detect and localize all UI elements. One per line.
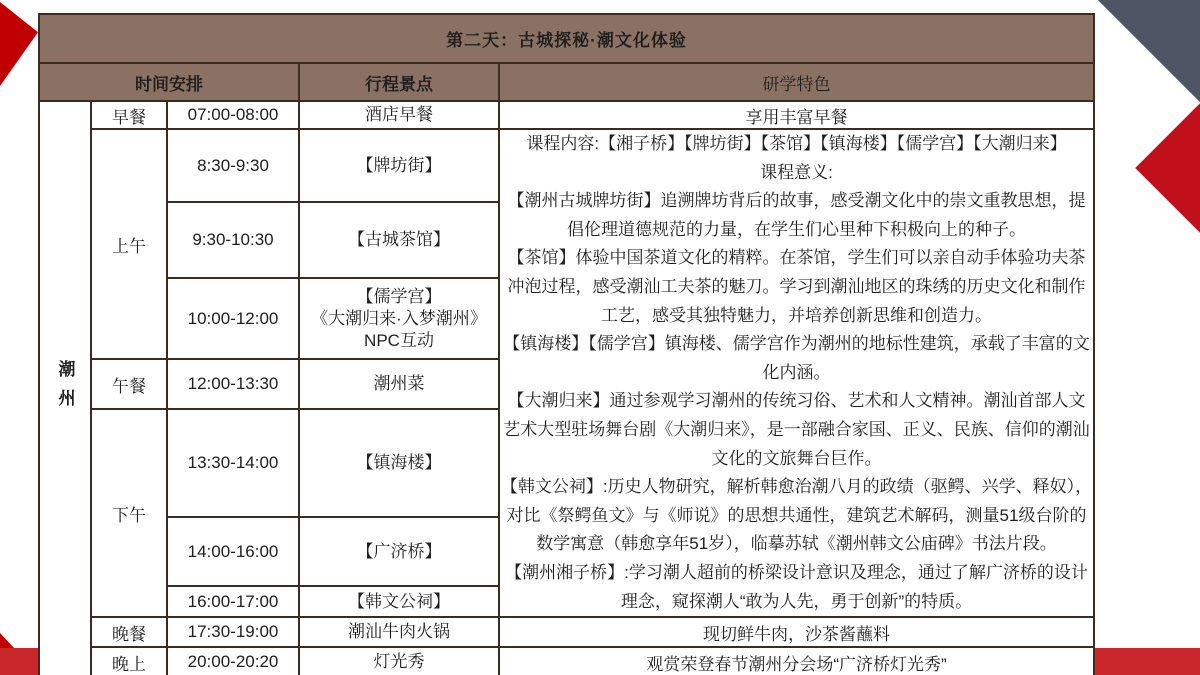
- red-wedge-decoration: [0, 633, 14, 648]
- study-paragraph: 【镇海楼】【儒学宫】镇海楼、儒学宫作为潮州的地标性建筑，承载了丰富的文化内涵。: [503, 334, 1090, 382]
- attraction-zhenhai-tower: 【镇海楼】: [299, 409, 499, 517]
- time-guangji-bridge: 14:00-16:00: [167, 517, 299, 586]
- gray-diamond-decoration: [1090, 0, 1200, 122]
- region-label: 潮州: [39, 101, 91, 675]
- column-header-time: 时间安排: [39, 63, 299, 101]
- attraction-beef-hotpot: 潮汕牛肉火锅: [299, 617, 499, 647]
- red-triangle-decoration: [0, 2, 38, 86]
- study-features-block: [499, 129, 1094, 617]
- attraction-hanwengong-temple: 【韩文公祠】: [299, 586, 499, 617]
- time-lunch: 12:00-13:30: [167, 359, 299, 409]
- attraction-line: 【儒学宫】: [356, 286, 442, 306]
- study-paragraph: 【茶馆】体验中国茶道文化的精粹。在茶馆，学生们可以亲自动手体验功夫茶冲泡过程，感受潮汕工夫茶的魅刀。学习到潮汕地区的珠绣的历史文化和制作工艺，感受其独特魅力，并培养创新思维和创造力。: [507, 248, 1086, 325]
- itinerary-table: [38, 13, 1095, 675]
- attraction-line: 《大潮归来·入梦潮州》: [311, 308, 487, 328]
- time-hanwengong-temple: 16:00-17:00: [167, 586, 299, 617]
- time-confucian-palace: 10:00-12:00: [167, 278, 299, 359]
- day-title: 第二天：古城探秘·潮文化体验: [39, 14, 1094, 63]
- table-row: [39, 617, 1094, 647]
- study-paragraph: 【潮州古城牌坊街】追溯牌坊背后的故事，感受潮文化中的崇文重教思想，提倡伦理道德规范的力量，在学生们心里种下积极向上的种子。: [507, 191, 1086, 239]
- period-breakfast: 早餐: [91, 101, 167, 129]
- period-morning: 上午: [91, 129, 167, 359]
- table-row: [39, 101, 1094, 129]
- period-lunch: 午餐: [91, 359, 167, 409]
- time-light-show: 20:00-20:20: [167, 647, 299, 675]
- column-header-feature: 研学特色: [499, 63, 1094, 101]
- time-dinner: 17:30-19:00: [167, 617, 299, 647]
- time-breakfast: 07:00-08:00: [167, 101, 299, 129]
- column-header-attraction: 行程景点: [299, 63, 499, 101]
- table-row: [39, 647, 1094, 675]
- attraction-line: NPC互动: [364, 330, 434, 350]
- feature-light-show: 观赏荣登春节潮州分会场“广济桥灯光秀”: [499, 647, 1094, 675]
- feature-breakfast: 享用丰富早餐: [499, 101, 1094, 129]
- table-row: [39, 129, 1094, 202]
- study-paragraph: 【韩文公祠】:历史人物研究，解析韩愈治潮八月的政绩（驱鳄、兴学、释奴），对比《祭鳄鱼文》与《师说》的思想共通性，建筑艺术解码，测量51级台阶的数学寓意（韩愈享年51岁），临摹苏轼《潮州韩文公庙碑》书法片段。: [500, 477, 1093, 554]
- attraction-guangji-bridge: 【广济桥】: [299, 517, 499, 586]
- time-teahouse: 9:30-10:30: [167, 202, 299, 278]
- period-afternoon: 下午: [91, 409, 167, 617]
- study-paragraph: 【大潮归来】通过参观学习潮州的传统习俗、艺术和人文精神。潮汕首部人文艺术大型驻场舞台剧《大潮归来》，是一部融合家国、正义、民族、信仰的潮汕文化的文旅舞台巨作。: [503, 391, 1090, 468]
- period-evening: 晚上: [91, 647, 167, 675]
- attraction-hotel-breakfast: 酒店早餐: [299, 101, 499, 129]
- attraction-paifang-street: 【牌坊街】: [299, 129, 499, 202]
- time-paifang-street: 8:30-9:30: [167, 129, 299, 202]
- attraction-teahouse: 【古城茶馆】: [299, 202, 499, 278]
- feature-dinner: 现切鲜牛肉，沙茶酱蘸料: [499, 617, 1094, 647]
- study-paragraph: 课程意义:: [760, 162, 833, 182]
- time-zhenhai-tower: 13:30-14:00: [167, 409, 299, 517]
- attraction-light-show: 灯光秀: [299, 647, 499, 675]
- attraction-chaozhou-cuisine: 潮州菜: [299, 359, 499, 409]
- attraction-confucian-palace: [299, 278, 499, 359]
- period-dinner: 晚餐: [91, 617, 167, 647]
- study-paragraph: 【潮州湘子桥】:学习潮人超前的桥梁设计意识及理念，通过了解广济桥的设计理念，窥探潮人“敢为人先，勇于创新”的特质。: [505, 562, 1088, 611]
- study-paragraph: 课程内容:【湘子桥】【牌坊街】【茶馆】【镇海楼】【儒学宫】【大潮归来】: [526, 134, 1067, 153]
